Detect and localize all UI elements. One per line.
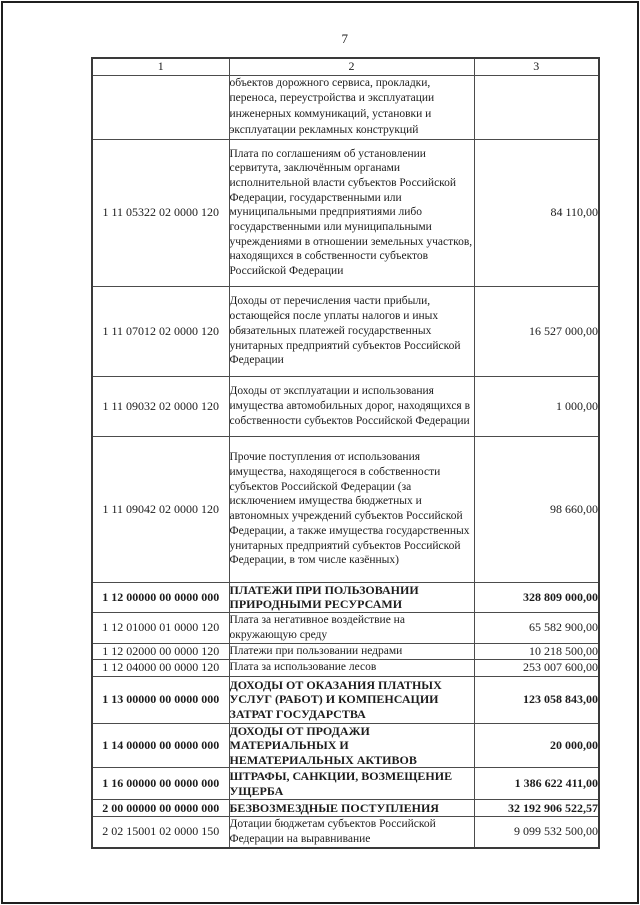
table-row bbox=[92, 436, 599, 582]
table-row bbox=[92, 612, 599, 643]
column-header-code: 1 bbox=[92, 58, 229, 75]
table-row bbox=[92, 75, 599, 139]
code-cell: 1 12 00000 00 0000 000 bbox=[92, 582, 229, 612]
code-cell: 1 16 00000 00 0000 000 bbox=[92, 768, 229, 800]
code-cell: 1 13 00000 00 0000 000 bbox=[92, 676, 229, 723]
amount-cell: 98 660,00 bbox=[474, 436, 599, 582]
table-row bbox=[92, 643, 599, 659]
table-row bbox=[92, 286, 599, 376]
name-cell: Доходы от перечисления части прибыли, остающейся после уплаты налогов и иных обязательных платежей государственных унитарных предприятий субъектов Российской Федерации bbox=[229, 286, 474, 376]
budget-revenue-table bbox=[91, 57, 600, 849]
code-cell: 1 12 02000 00 0000 120 bbox=[92, 643, 229, 659]
amount-cell: 1 386 622 411,00 bbox=[474, 768, 599, 800]
table-row-section bbox=[92, 800, 599, 817]
amount-cell: 253 007 600,00 bbox=[474, 659, 599, 676]
amount-cell: 65 582 900,00 bbox=[474, 612, 599, 643]
amount-cell: 9 099 532 500,00 bbox=[474, 817, 599, 848]
table-row-section bbox=[92, 723, 599, 768]
code-cell: 1 12 01000 01 0000 120 bbox=[92, 612, 229, 643]
name-cell: объектов дорожного сервиса, прокладки, переноса, переустройства и эксплуатации инженерных коммуникаций, установки и эксплуатации рекламных конструкций bbox=[229, 75, 474, 139]
page-number: 7 bbox=[341, 31, 349, 46]
column-header-name: 2 bbox=[229, 58, 474, 75]
column-header-amount: 3 bbox=[474, 58, 599, 75]
name-cell: Плата за негативное воздействие на окружающую среду bbox=[229, 612, 474, 643]
name-cell: Платежи при пользовании недрами bbox=[229, 643, 474, 659]
name-cell: Плата по соглашениям об установлении сервитута, заключённым органами исполнительной власти субъектов Российской Федерации, государственными или муниципальными предприятиями либо государственными или муниципальными учреждениями в отношении земельных участков, находящихся в собственности субъектов Российской Федерации bbox=[229, 139, 474, 286]
amount-cell: 328 809 000,00 bbox=[474, 582, 599, 612]
amount-cell: 10 218 500,00 bbox=[474, 643, 599, 659]
name-cell: Плата за использование лесов bbox=[229, 659, 474, 676]
name-cell: Доходы от эксплуатации и использования имущества автомобильных дорог, находящихся в собственности субъектов Российской Федерации bbox=[229, 376, 474, 436]
table-row-section bbox=[92, 768, 599, 800]
amount-cell: 20 000,00 bbox=[474, 723, 599, 768]
code-cell: 2 00 00000 00 0000 000 bbox=[92, 800, 229, 817]
code-cell: 1 11 09042 02 0000 120 bbox=[92, 436, 229, 582]
table-header-row bbox=[92, 58, 599, 75]
name-cell: ПЛАТЕЖИ ПРИ ПОЛЬЗОВАНИИ ПРИРОДНЫМИ РЕСУРСАМИ bbox=[229, 582, 474, 612]
name-cell: ДОХОДЫ ОТ ОКАЗАНИЯ ПЛАТНЫХ УСЛУГ (РАБОТ) И КОМПЕНСАЦИИ ЗАТРАТ ГОСУДАРСТВА bbox=[229, 676, 474, 723]
name-cell: ДОХОДЫ ОТ ПРОДАЖИ МАТЕРИАЛЬНЫХ И НЕМАТЕРИАЛЬНЫХ АКТИВОВ bbox=[229, 723, 474, 768]
table-row-section bbox=[92, 676, 599, 723]
amount-cell: 16 527 000,00 bbox=[474, 286, 599, 376]
name-cell: Дотации бюджетам субъектов Российской Федерации на выравнивание bbox=[229, 817, 474, 848]
code-cell bbox=[92, 75, 229, 139]
table-row bbox=[92, 817, 599, 848]
code-cell: 1 11 07012 02 0000 120 bbox=[92, 286, 229, 376]
amount-cell: 84 110,00 bbox=[474, 139, 599, 286]
code-cell: 2 02 15001 02 0000 150 bbox=[92, 817, 229, 848]
table-row bbox=[92, 659, 599, 676]
amount-cell: 123 058 843,00 bbox=[474, 676, 599, 723]
table-row bbox=[92, 376, 599, 436]
code-cell: 1 14 00000 00 0000 000 bbox=[92, 723, 229, 768]
table-row-section bbox=[92, 582, 599, 612]
code-cell: 1 11 05322 02 0000 120 bbox=[92, 139, 229, 286]
amount-cell: 1 000,00 bbox=[474, 376, 599, 436]
amount-cell: 32 192 906 522,57 bbox=[474, 800, 599, 817]
table-row bbox=[92, 139, 599, 286]
name-cell: БЕЗВОЗМЕЗДНЫЕ ПОСТУПЛЕНИЯ bbox=[229, 800, 474, 817]
code-cell: 1 12 04000 00 0000 120 bbox=[92, 659, 229, 676]
code-cell: 1 11 09032 02 0000 120 bbox=[92, 376, 229, 436]
name-cell: Прочие поступления от использования имущества, находящегося в собственности субъектов Российской Федерации (за исключением имущества бюджетных и автономных учреждений субъектов Российской Федерации, а также имущества государственных унитарных предприятий субъектов Российской Федерации, в том числе казённых) bbox=[229, 436, 474, 582]
amount-cell bbox=[474, 75, 599, 139]
name-cell: ШТРАФЫ, САНКЦИИ, ВОЗМЕЩЕНИЕ УЩЕРБА bbox=[229, 768, 474, 800]
